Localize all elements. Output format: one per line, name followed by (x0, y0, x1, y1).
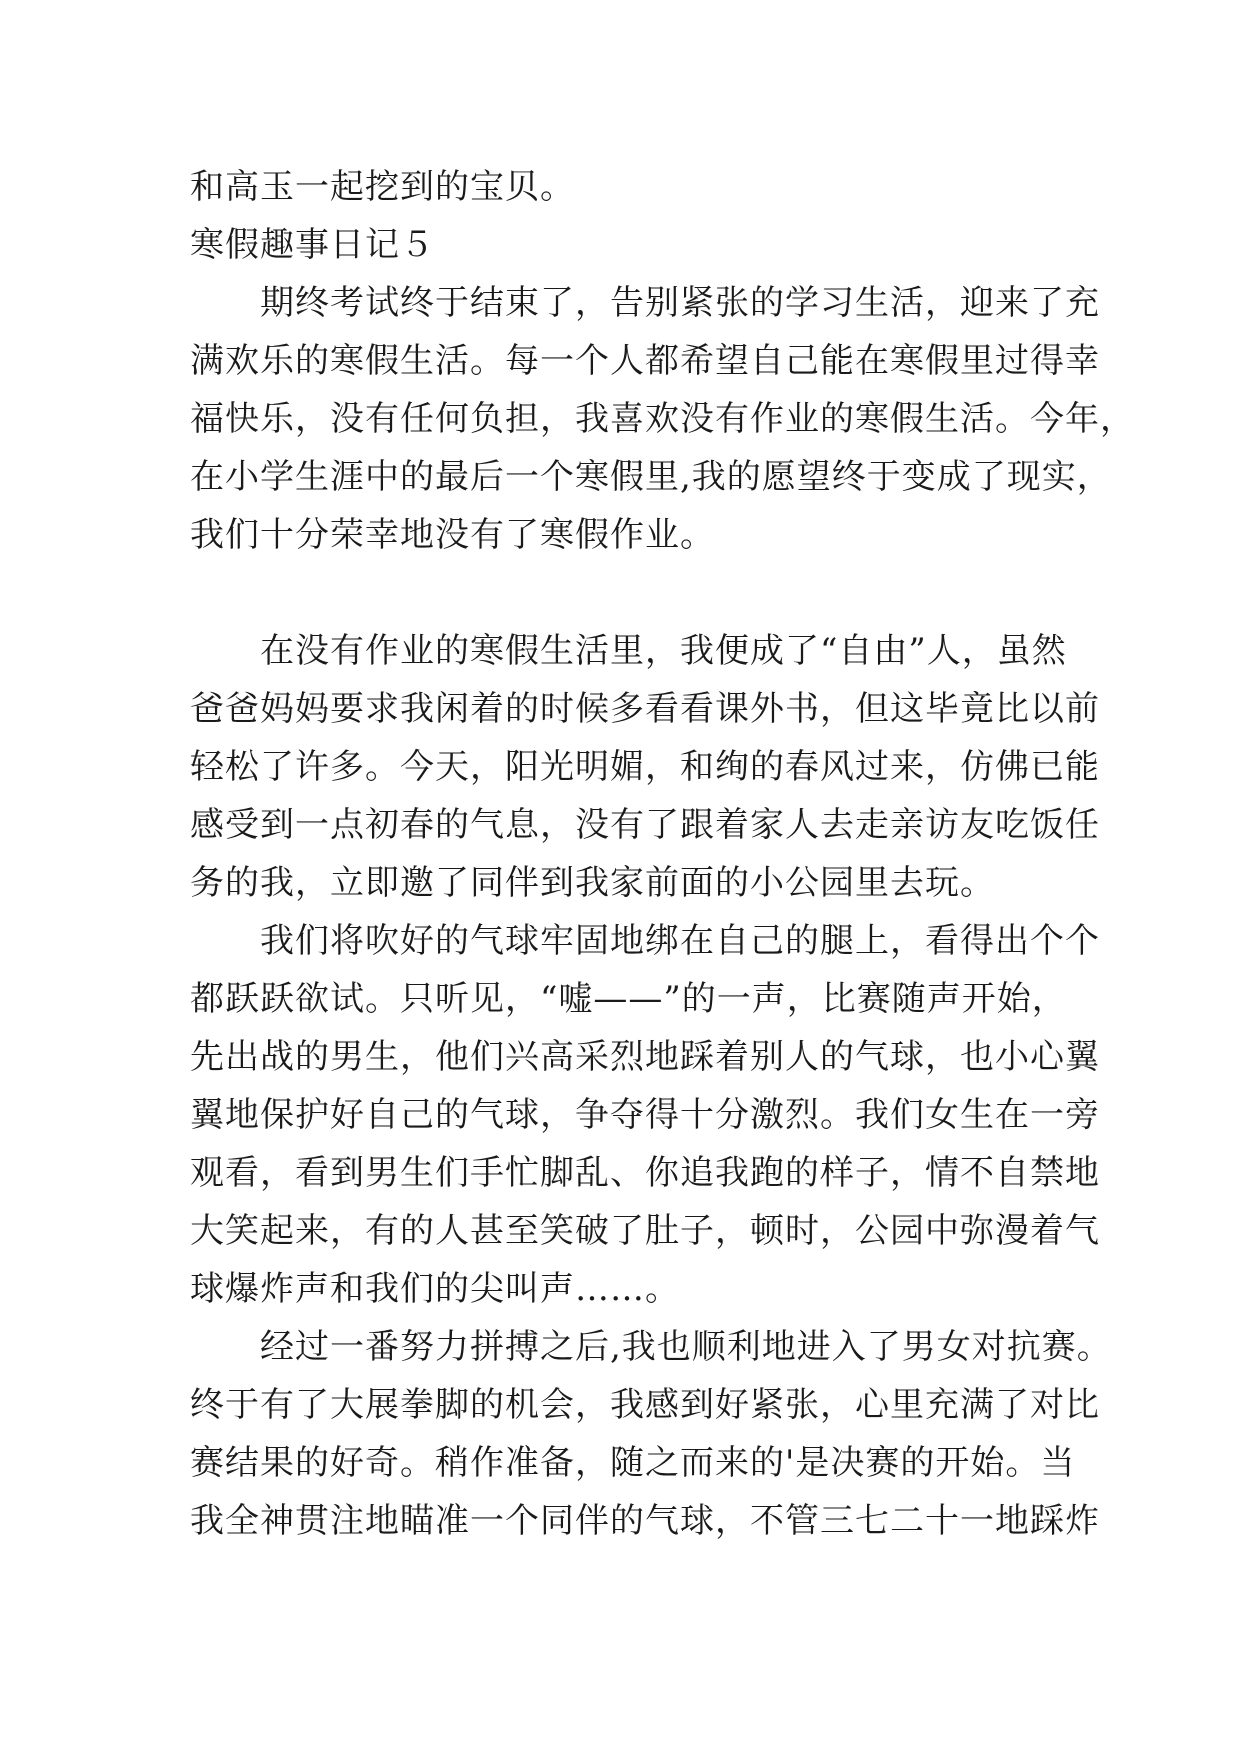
paragraph-line: 期终考试终于结束了，告别紧张的学习生活，迎来了充 (260, 283, 1100, 323)
paragraph-line: 我们将吹好的气球牢固地绑在自己的腿上，看得出个个 (260, 921, 1100, 961)
paragraph-line: 轻松了许多。今天，阳光明媚，和绚的春风过来，仿佛已能 (190, 747, 1100, 787)
paragraph-line: 先出战的男生，他们兴高采烈地踩着别人的气球，也小心翼 (190, 1037, 1100, 1077)
paragraph-line: 在没有作业的寒假生活里，我便成了“自由”人，虽然 (260, 631, 1067, 671)
paragraph-line: 大笑起来，有的人甚至笑破了肚子，顿时，公园中弥漫着气 (190, 1211, 1100, 1251)
paragraph-line: 球爆炸声和我们的尖叫声……。 (190, 1269, 680, 1309)
paragraph-line: 终于有了大展拳脚的机会，我感到好紧张，心里充满了对比 (190, 1385, 1100, 1425)
paragraph-line: 和高玉一起挖到的宝贝。 (190, 167, 575, 207)
paragraph-line: 满欢乐的寒假生活。每一个人都希望自己能在寒假里过得幸 (190, 341, 1100, 381)
paragraph-line: 在小学生涯中的最后一个寒假里,我的愿望终于变成了现实， (190, 457, 1112, 497)
paragraph-line: 我全神贯注地瞄准一个同伴的气球，不管三七二十一地踩炸 (190, 1501, 1100, 1541)
paragraph-line: 务的我，立即邀了同伴到我家前面的小公园里去玩。 (190, 863, 995, 903)
paragraph-line: 经过一番努力拼搏之后,我也顺利地进入了男女对抗赛。 (260, 1327, 1112, 1367)
paragraph-line: 赛结果的好奇。稍作准备，随之而来的'是决赛的开始。当 (190, 1443, 1076, 1483)
paragraph-line: 爸爸妈妈要求我闲着的时候多看看课外书，但这毕竟比以前 (190, 689, 1100, 729)
paragraph-line: 都跃跃欲试。只听见，“嘘——”的一声，比赛随声开始， (190, 979, 1067, 1019)
paragraph-line: 观看，看到男生们手忙脚乱、你追我跑的样子，情不自禁地 (190, 1153, 1100, 1193)
paragraph-line: 感受到一点初春的气息，没有了跟着家人去走亲访友吃饭任 (190, 805, 1100, 845)
document-body (190, 158, 1135, 1550)
paragraph-line: 我们十分荣幸地没有了寒假作业。 (190, 515, 715, 555)
paragraph-line: 福快乐，没有任何负担，我喜欢没有作业的寒假生活。今年， (190, 399, 1135, 439)
paragraph-spacer (190, 564, 1060, 622)
section-heading: 寒假趣事日记５ (190, 225, 435, 265)
paragraph-line: 翼地保护好自己的气球，争夺得十分激烈。我们女生在一旁 (190, 1095, 1100, 1135)
